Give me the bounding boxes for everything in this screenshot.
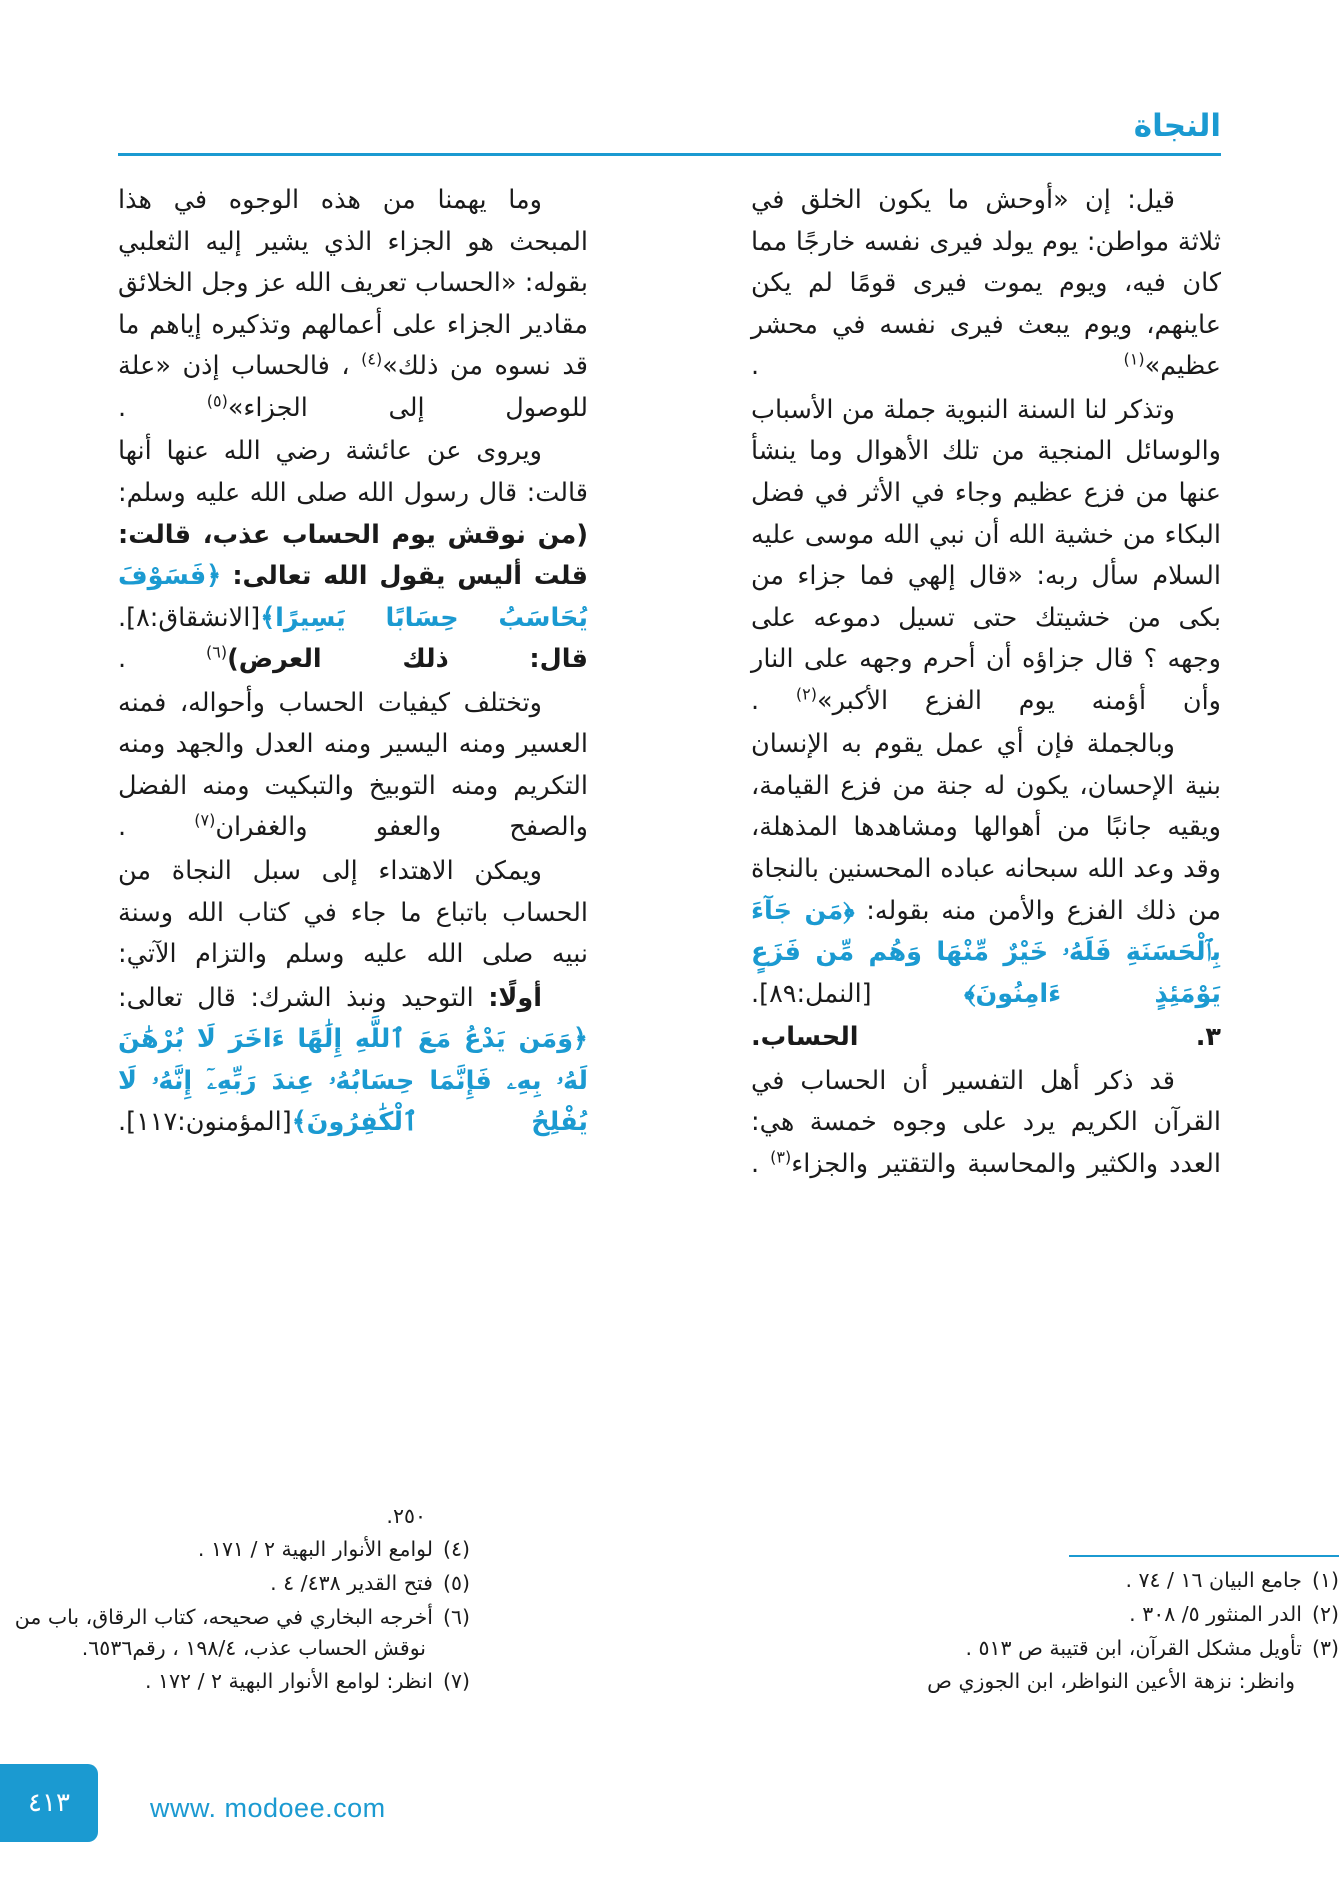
footnotes-right (869, 1555, 1339, 1700)
footnote-line (0, 1602, 470, 1664)
footnote-line (0, 1666, 470, 1697)
column-left (118, 180, 588, 1146)
page-title: النجاة (1133, 108, 1221, 144)
footnote-line (869, 1565, 1339, 1596)
footnote-line (0, 1501, 470, 1532)
footnote-text: وانظر: نزهة الأعين النواظر، ابن الجوزي ص (927, 1669, 1295, 1694)
footnote-text: ٢٥٠. (386, 1503, 426, 1528)
paragraph: وتذكر لنا السنة النبوية جملة من الأسباب والوسائل المنجية من تلك الأهوال وما ينشأ عنها من فزع عظيم وجاء في الأثر في فضل البكاء من خشية الله أن نبي الله موسى عليه السلام سأل ربه: «قال إلهي فما جزاء من بكى من خشيتك حتى تسيل دموعه على وجهه ؟ قال جزاؤه أن أحرم وجهه على النار وأن أؤمنه يوم الفزع الأكبر»$^{(٢)}$ . (751, 394, 1221, 716)
header-divider (118, 153, 1221, 156)
paragraph: قد ذكر أهل التفسير أن الحساب في القرآن الكريم يرد على وجوه خمسة هي: العدد والكثير والمحاسبة والتقتير والجزاء$^{(٣)}$ . (751, 1065, 1221, 1179)
footnote-marker: (٤) (442, 1537, 470, 1562)
page-footer (0, 1764, 1339, 1842)
footnote-divider-right (1069, 1555, 1339, 1557)
footnote-text: لوامع الأنوار البهية ٢ / ١٧١ . (197, 1537, 433, 1562)
column-right-paragraphs (751, 180, 1221, 1186)
footnote-line (0, 1568, 470, 1599)
paragraph: وما يهمنا من هذه الوجوه في هذا المبحث هو الجزاء الذي يشير إليه الثعلبي بقوله: «الحساب تعريف الله عز وجل الخلائق مقادير الجزاء على أعمالهم وتذكيره إياهم ما قد نسوه من ذلك»$^{(٤)}$ ، فالحساب إذن «علة للوصول إلى الجزاء»$^{(٥)}$ . (118, 185, 588, 423)
paragraph: قيل: إن «أوحش ما يكون الخلق في ثلاثة مواطن: يوم يولد فيرى نفسه خارجًا مما كان فيه، ويوم يموت فيرى قومًا لم يكن عاينهم، ويوم يبعث فيرى نفسه في محشر عظيم»$^{(١)}$ . (751, 185, 1221, 382)
footnote-marker: (٣) (1311, 1635, 1339, 1660)
footnote-line (869, 1666, 1339, 1697)
column-right (751, 180, 1221, 1188)
paragraph: ٣. الحساب. (751, 1022, 1221, 1053)
footnote-text: تأويل مشكل القرآن، ابن قتيبة ص ٥١٣ . (965, 1635, 1302, 1660)
footnote-line (869, 1633, 1339, 1664)
footnote-text: انظر: لوامع الأنوار البهية ٢ / ١٧٢ . (144, 1669, 433, 1694)
footnote-marker: (٧) (442, 1669, 470, 1694)
footnote-marker: (٥) (442, 1571, 470, 1595)
page-header (118, 108, 1221, 162)
footnote-marker: (٦) (442, 1604, 470, 1629)
footnote-marker: (٢) (1311, 1601, 1339, 1626)
paragraph: ويروى عن عائشة رضي الله عنها أنها قالت: قال رسول الله صلى الله عليه وسلم: (من نوقش يوم الحساب عذب، قالت: قلت أليس يقول الله تعالى: ﴿فَسَوْفَ يُحَاسَبُ حِسَابًا يَسِيرًا﴾[الانشقاق:٨]. قال: ذلك العرض)$^{(٦)}$ . (118, 436, 589, 675)
paragraph: أولًا: التوحيد ونبذ الشرك: قال تعالى: ﴿وَمَن يَدْعُ مَعَ ٱللَّهِ إِلَٰهًا ءَاخَرَ لَا بُرْهَٰنَ لَهُۥ بِهِۦ فَإِنَّمَا حِسَابُهُۥ عِندَ رَبِّهِۦٓ إِنَّهُۥ لَا يُفْلِحُ ٱلْكَٰفِرُونَ﴾[المؤمنون:١١٧]. (118, 982, 588, 1138)
footnote-text: أخرجه البخاري في صحيحه، كتاب الرقاق، باب من نوقش الحساب عذب، ١٩٨/٤ ، رقم٦٥٣٦. (14, 1604, 433, 1660)
two-column-body (118, 180, 1221, 1580)
footnote-line (0, 1534, 470, 1565)
paragraph: ويمكن الاهتداء إلى سبل النجاة من الحساب باتباع ما جاء في كتاب الله وسنة نبيه صلى الله عليه وسلم والتزام الآتي: (118, 856, 588, 970)
footnote-text: جامع البيان ١٦ / ٧٤ . (1125, 1568, 1302, 1592)
footnote-marker: (١) (1311, 1568, 1339, 1592)
column-left-paragraphs (118, 180, 588, 1144)
paragraph: وتختلف كيفيات الحساب وأحواله، فمنه العسير ومنه اليسير ومنه العدل والجهد ومنه التكريم ومنه التوبيخ والتبكيت ومنه الفضل والصفح والعفو والغفران$^{(٧)}$ . (118, 687, 588, 843)
footnote-line (869, 1599, 1339, 1630)
footnotes-left (0, 1501, 470, 1701)
paragraph: وبالجملة فإن أي عمل يقوم به الإنسان بنية الإحسان، يكون له جنة من فزع القيامة، ويقيه جانبًا من أهوالها ومشاهدها المذهلة، وقد وعد الله سبحانه عباده المحسنين بالنجاة من ذلك الفزع والأمن منه بقوله: ﴿مَن جَآءَ بِٱلْحَسَنَةِ فَلَهُۥ خَيْرٌ مِّنْهَا وَهُم مِّن فَزَعٍ يَوْمَئِذٍ ءَامِنُونَ﴾ [النمل:٨٩]. (751, 729, 1222, 1009)
footnote-text: الدر المنثور ٥/ ٣٠٨ . (1129, 1601, 1302, 1626)
page-number-badge: ٤١٣ (0, 1764, 98, 1842)
site-url[interactable]: www. modoee.com (150, 1793, 386, 1823)
footnote-text: فتح القدير ٤٣٨/ ٤ . (270, 1571, 433, 1595)
